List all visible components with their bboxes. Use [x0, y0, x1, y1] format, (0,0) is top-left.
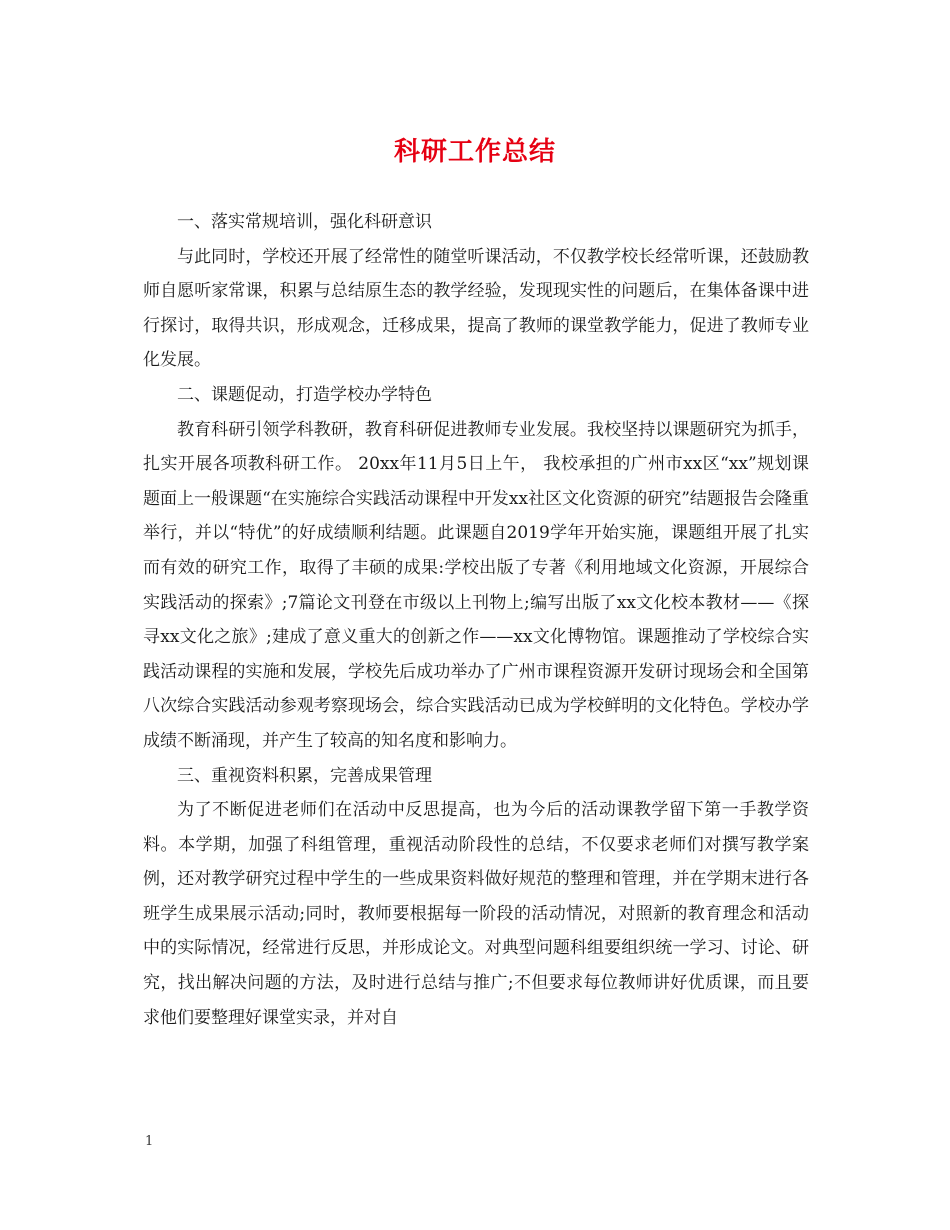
paragraph-3: 为了不断促进老师们在活动中反思提高，也为今后的活动课教学留下第一手教学资料。本学期，加强了科组管理，重视活动阶段性的总结，不仅要求老师们对撰写教学案例，还对教学研究过程中学生的一些成果资料做好规范的整理和管理，并在学期末进行各班学生成果展示活动;同时，教师要根据每一阶段的活动情况，对照新的教育理念和活动中的实际情况，经常进行反思，并形成论文。对典型问题科组要组织统一学习、讨论、研究，找出解决问题的方法，及时进行总结与推广;不但要求每位教师讲好优质课，而且要求他们要整理好课堂实录，并对自 — [143, 800, 809, 1028]
heading-1: 一、落实常规培训，强化科研意识 — [177, 212, 432, 232]
heading-3: 三、重视资料积累，完善成果管理 — [177, 765, 432, 786]
paragraph-2: 教育科研引领学科教研，教育科研促进教师专业发展。我校坚持以课题研究为抓手，扎实开展各项教科研工作。 20xx年11月5日上午， 我校承担的广州市xx区“xx”规划课题面上一般课题“在实施综合实践活动课程中开发xx社区文化资源的研究”结题报告会隆重举行，并以“特优”的好成绩顺利结题。此课题自2019学年开始实施，课题组开展了扎实而有效的研究工作，取得了丰硕的成果:学校出版了专著《利用地域文化资源，开展综合实践活动的探索》;7篇论文刊登在市级以上刊物上;编写出版了xx文化校本教材——《探寻xx文化之旅》;建成了意义重大的创新之作——xx文化博物馆。课题推动了学校综合实践活动课程的实施和发展，学校先后成功举办了广州市课程资源开发研讨现场会和全国第八次综合实践活动参观考察现场会，综合实践活动已成为学校鲜明的文化特色。学校办学成绩不断涌现，并产生了较高的知名度和影响力。 — [143, 419, 809, 751]
document-title: 科研工作总结 — [393, 137, 556, 167]
heading-2: 二、课题促动，打造学校办学特色 — [177, 384, 432, 405]
page-number: 1 — [145, 1134, 154, 1149]
paragraph-1: 与此同时，学校还开展了经常性的随堂听课活动，不仅教学校长经常听课，还鼓励教师自愿听家常课，积累与总结原生态的教学经验，发现现实性的问题后，在集体备课中进行探讨，取得共识，形成观念，迁移成果，提高了教师的课堂教学能力，促进了教师专业化发展。 — [143, 246, 809, 371]
document-body — [143, 205, 809, 1035]
